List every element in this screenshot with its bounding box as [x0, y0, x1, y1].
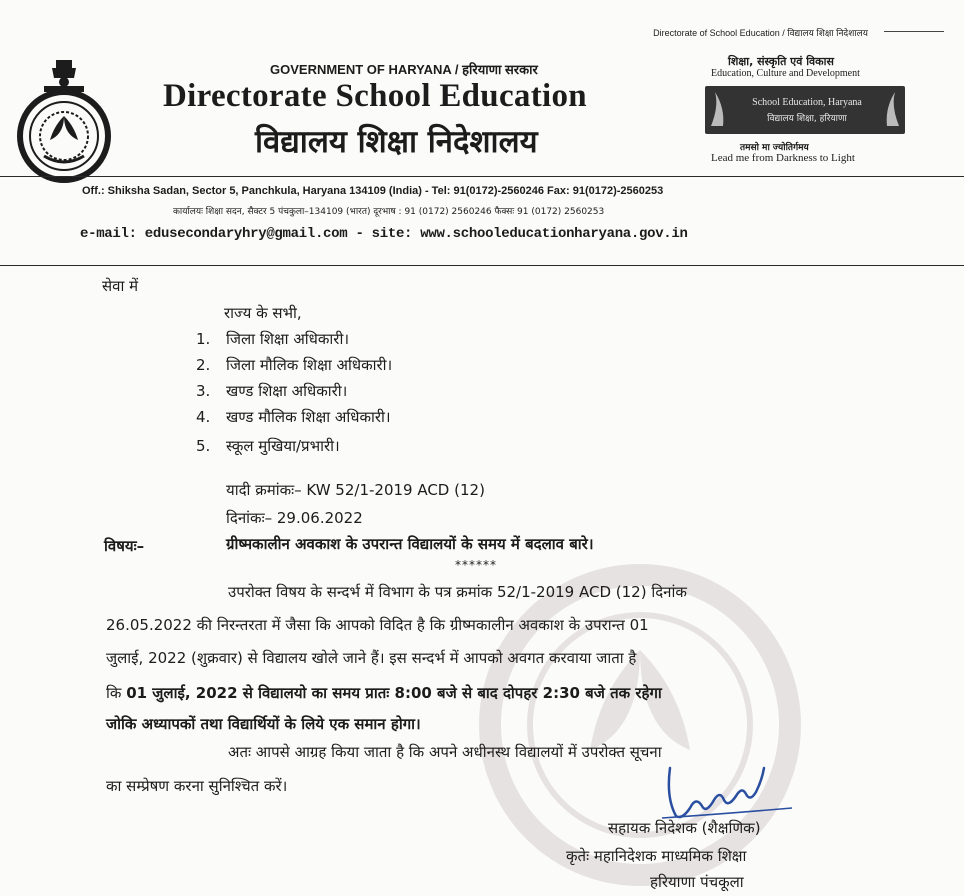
- banner-hindi: विद्यालय शिक्षा, हरियाणा: [767, 114, 847, 124]
- salutation: सेवा में: [102, 277, 139, 295]
- signature-icon: [652, 756, 812, 826]
- motto-english: Lead me from Darkness to Light: [711, 152, 855, 164]
- list-item-text: जिला शिक्षा अधिकारी।: [226, 330, 350, 348]
- subject-label: विषयः–: [104, 537, 145, 555]
- list-item-text: खण्ड शिक्षा अधिकारी।: [226, 382, 348, 400]
- signatory-on-behalf: कृतेः महानिदेशक माध्यमिक शिक्षा: [566, 847, 747, 865]
- school-education-banner: [705, 86, 905, 134]
- list-item-number: 1.: [196, 330, 211, 348]
- motto-hindi: तमसो मा ज्योतिर्गमय: [740, 143, 809, 153]
- list-item: [196, 355, 392, 375]
- paragraph-1-line-5: जोकि अध्यापकों तथा विद्यार्थियों के लिये एक समान होगा।: [106, 715, 421, 733]
- signatory-place: हरियाणा पंचकूला: [650, 873, 744, 891]
- top-reference: Directorate of School Education / विद्यालय शिक्षा निदेशालय: [653, 28, 868, 38]
- haryana-emblem-icon: [14, 56, 114, 186]
- tagline-english: Education, Culture and Development: [711, 68, 860, 79]
- banner-english: School Education, Haryana: [752, 97, 862, 108]
- list-item-number: 3.: [196, 382, 211, 400]
- list-item: [196, 329, 349, 349]
- government-line: GOVERNMENT OF HARYANA / हरियाणा सरकार: [270, 62, 538, 77]
- email-site-line: e-mail: edusecondaryhry@gmail.com - site: www.schooleducationharyana.gov.in: [80, 226, 688, 242]
- paragraph-1-line-4-prefix: कि: [106, 684, 127, 702]
- watermark-emblem-icon: [470, 560, 810, 890]
- header-rule: [0, 176, 964, 177]
- title-hindi: विद्यालय शिक्षा निदेशालय: [255, 124, 538, 160]
- paragraph-2-line-2: का सम्प्रेषण करना सुनिश्चित करें।: [106, 777, 288, 795]
- paragraph-1-line-4: [106, 683, 662, 703]
- address-rule: [0, 265, 964, 266]
- tagline-hindi: शिक्षा, संस्कृति एवं विकास: [728, 55, 834, 68]
- list-item-number: 2.: [196, 356, 211, 374]
- paragraph-1-line-1: उपरोक्त विषय के सन्दर्भ में विभाग के पत्र क्रमांक 52/1-2019 ACD (12) दिनांक: [228, 583, 687, 601]
- list-item: [196, 381, 347, 401]
- list-item-text: जिला मौलिक शिक्षा अधिकारी।: [226, 356, 393, 374]
- banner-flame-icon: [705, 86, 905, 134]
- paragraph-2-line-1: अतः आपसे आग्रह किया जाता है कि अपने अधीनस्थ विद्यालयों में उपरोक्त सूचना: [228, 743, 662, 761]
- list-item-number: 4.: [196, 408, 211, 426]
- timing-highlight: 01 जुलाई, 2022 से विद्यालयो का समय प्रातः 8:00 बजे से बाद दोपहर 2:30 बजे तक रहेगा: [126, 684, 662, 702]
- paragraph-1-line-3: जुलाई, 2022 (शुक्रवार) से विद्यालय खोले जाने हैं। इस सन्दर्भ में आपको अवगत करवाया जाता है: [106, 649, 637, 667]
- office-address-english: Off.: Shiksha Sadan, Sector 5, Panchkula, Haryana 134109 (India) - Tel: 91(0172)-2560246 Fax: 91(0172)-2560253: [82, 185, 664, 197]
- list-item-number: 5.: [196, 437, 211, 455]
- list-item: [196, 407, 391, 427]
- recipients-intro: राज्य के सभी,: [224, 304, 302, 322]
- separator: ******: [455, 558, 497, 572]
- signatory-designation: सहायक निदेशक (शैक्षणिक): [608, 819, 761, 837]
- list-item: [196, 436, 340, 456]
- paragraph-1-line-2: 26.05.2022 की निरन्तरता में जैसा कि आपको विदित है कि ग्रीष्मकालीन अवकाश के उपरान्त 01: [106, 616, 649, 634]
- memo-number: यादी क्रमांकः– KW 52/1-2019 ACD (12): [226, 481, 485, 499]
- list-item-text: स्कूल मुखिया/प्रभारी।: [226, 437, 340, 455]
- title-english: Directorate School Education: [163, 78, 587, 114]
- office-address-hindi: कार्यालयः शिक्षा सदन, सैक्टर 5 पंचकुला–134109 (भारत) दूरभाष : 91 (0172) 2560246 फैक्सः 91 (0172) 2560253: [173, 207, 605, 217]
- letter-date: दिनांकः– 29.06.2022: [226, 509, 363, 527]
- list-item-text: खण्ड मौलिक शिक्षा अधिकारी।: [226, 408, 391, 426]
- subject-text: ग्रीष्मकालीन अवकाश के उपरान्त विद्यालयों के समय में बदलाव बारे।: [226, 535, 594, 553]
- top-reference-rule: [884, 31, 944, 32]
